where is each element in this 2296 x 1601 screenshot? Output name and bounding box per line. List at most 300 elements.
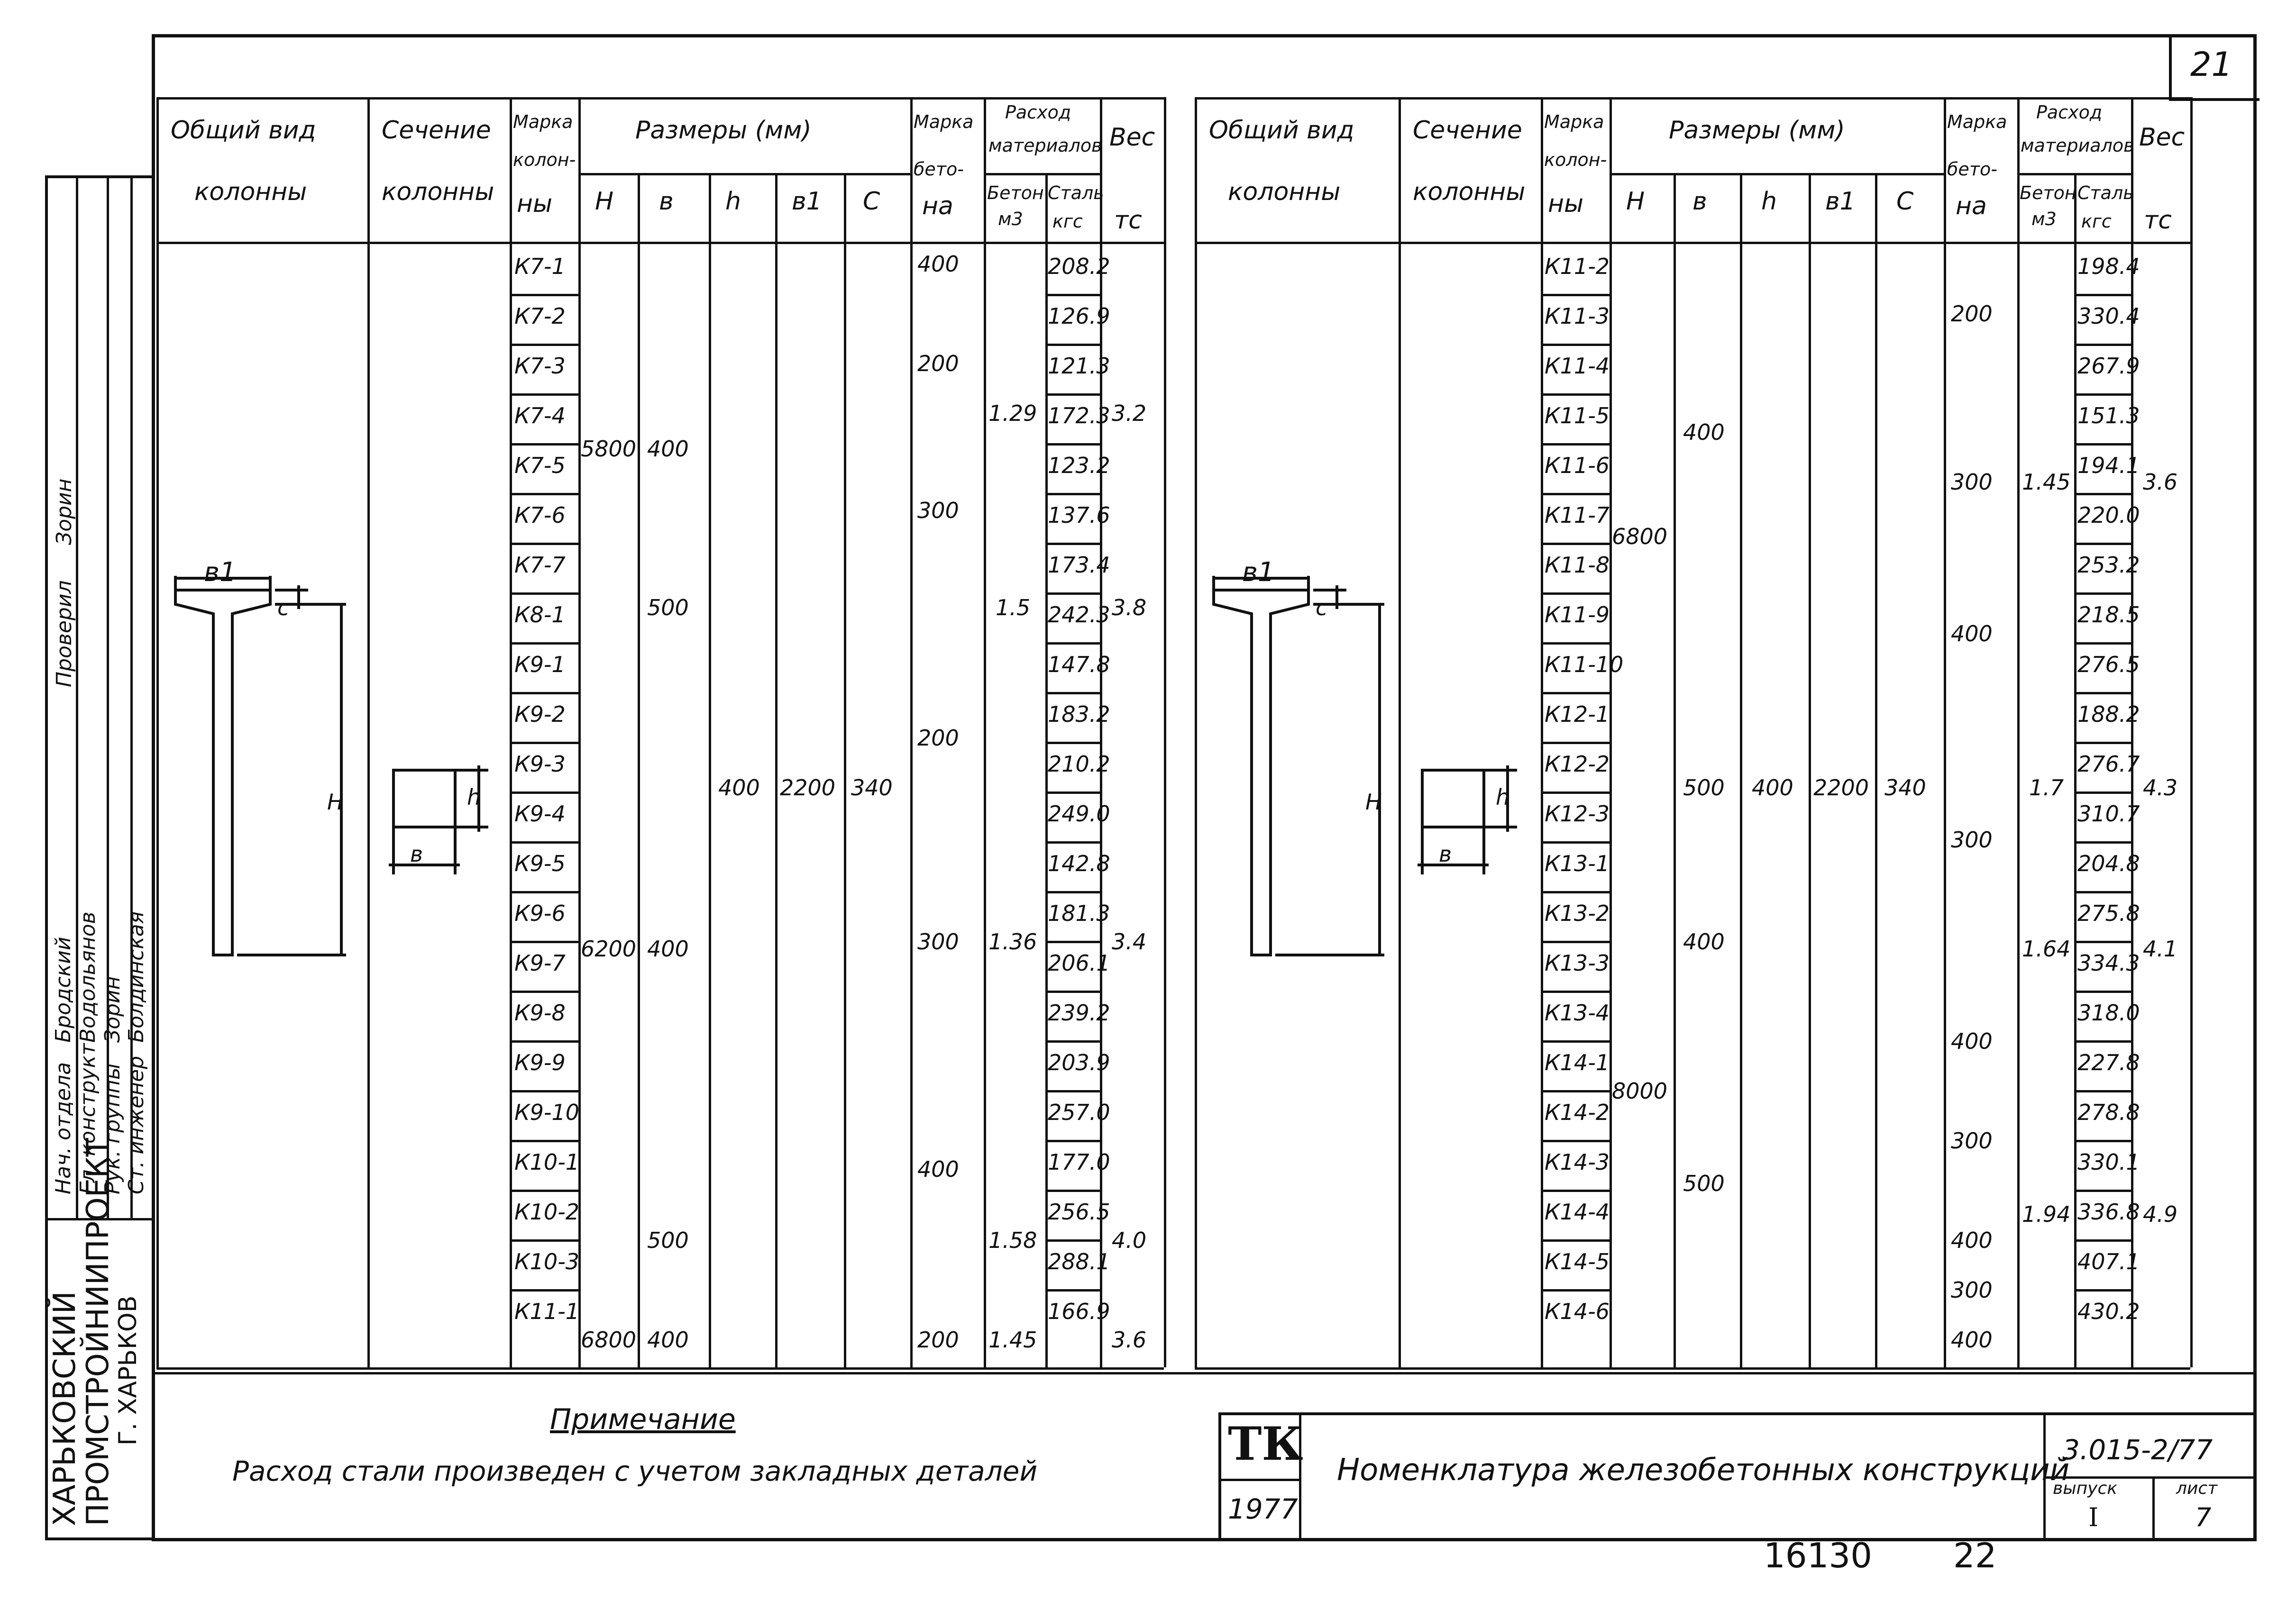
hdr-dim-b: в [659,187,674,216]
left-b-5: 400 [647,1327,689,1353]
drawing-label-b1-r: в1 [1242,557,1275,588]
left-mark-cell: К10-2 [514,1199,580,1225]
hdr-concrete-unit: м3 [998,209,1023,229]
right-steel-cell: 310.7 [2077,801,2140,827]
drawing-label-c: с [277,595,290,620]
left-b-1: 400 [647,436,689,462]
row-line [2074,742,2131,744]
left-steel-cell: 177.0 [1048,1149,1110,1175]
hdr-concrete-r: Бетон [2020,182,2076,203]
right-mark-cell: К13-1 [1545,851,1610,876]
right-weight-1: 3.6 [2143,469,2178,495]
right-concrete-3: 1.64 [2022,936,2071,962]
hdr-section-r: Сечение [1413,116,1522,145]
left-mark-cell: К9-6 [514,901,566,926]
row-line [1541,393,1610,396]
right-H-2: 8000 [1612,1078,1668,1104]
left-mark-cell: К10-1 [514,1149,580,1175]
right-steel-cell: 204.8 [2077,851,2140,876]
row-line [2074,592,2131,595]
right-mark-cell: К14-6 [1545,1299,1610,1324]
right-mark-cell: К11-10 [1545,652,1624,677]
row-line [510,493,578,495]
right-steel-cell: 407.1 [2077,1249,2140,1274]
hdr-steel-r: Сталь [2077,182,2134,203]
hdr-dim-h: h [725,187,741,216]
left-mark-cell: К9-8 [514,1000,566,1026]
hdr-materials-r: Расход [2036,102,2103,123]
column-section-drawing [379,761,503,898]
row-line [510,294,578,296]
row-line [1541,1239,1610,1242]
right-weight-2: 4.3 [2143,775,2178,800]
right-mark-cell: К12-2 [1545,751,1610,777]
left-weight-3: 3.4 [1112,929,1147,955]
row-line [1045,493,1100,495]
hdr-general-view: Общий вид [171,116,316,145]
row-line [1045,991,1100,993]
right-mark-cell: К14-2 [1545,1100,1610,1125]
hdr-steel-unit-r: кгс [2081,211,2112,232]
hdr-weight-r: Вес [2139,123,2185,152]
right-steel-cell: 275.8 [2077,901,2140,926]
row-line [2074,1140,2131,1142]
row-line [2074,791,2131,794]
row-line [1541,941,1610,943]
hdr-concrete: Бетон [987,182,1044,203]
left-steel-cell: 256.5 [1048,1199,1110,1225]
left-mark-cell: К9-2 [514,701,566,727]
org-name-2: ПРОМСТРОЙНИИПРОЕКТ [81,1138,116,1526]
right-b-4: 500 [1683,1171,1725,1196]
side-label-checked: Проверил [52,580,76,687]
row-line [2074,941,2131,943]
right-weight-4: 4.9 [2143,1201,2178,1227]
left-c: 340 [851,775,893,800]
hdr-section-2: колонны [382,178,494,206]
right-steel-cell: 334.3 [2077,950,2140,976]
right-steel-cell: 336.8 [2077,1199,2140,1225]
row-line [2074,692,2131,694]
left-grade-7: 200 [917,1327,959,1353]
right-concrete-1: 1.45 [2022,469,2071,495]
hdr-grade-r: Марка [1947,111,2007,132]
row-line [1541,543,1610,545]
stamp-code: 3.015-2/77 [2062,1434,2213,1466]
left-weight-4: 4.0 [1112,1228,1147,1253]
right-mark-cell: К11-5 [1545,403,1610,428]
left-mark-cell: К9-10 [514,1100,580,1125]
hdr-mark: Марка [513,111,573,132]
left-mark-cell: К9-4 [514,801,566,827]
note-title: Примечание [550,1403,736,1436]
hdr-section-r2: колонны [1413,178,1526,206]
drawing-label-c-r: с [1316,595,1328,620]
right-b-2: 500 [1683,775,1725,800]
row-line [1541,1090,1610,1092]
left-weight-2: 3.8 [1112,595,1147,620]
left-concrete-5: 1.45 [988,1327,1037,1353]
row-line [1541,791,1610,794]
left-table [156,97,1199,1377]
left-steel-cell: 249.0 [1048,801,1110,827]
signature-role-3: Рук. группы [101,1063,125,1194]
right-concrete-4: 1.94 [2022,1201,2071,1227]
drawing-label-h: h [467,784,481,810]
right-steel-cell: 276.7 [2077,751,2140,777]
right-steel-cell: 253.2 [2077,552,2140,578]
hdr-general-view-r: Общий вид [1209,116,1354,145]
row-line [510,642,578,645]
right-grade-2: 300 [1951,469,1993,495]
stamp-divider [2152,1476,2155,1541]
drawing-label-b1: в1 [204,557,237,588]
row-line [510,1289,578,1292]
left-steel-cell: 257.0 [1048,1100,1110,1125]
drawing-label-H-r: H [1365,789,1382,815]
right-b-3: 400 [1683,929,1725,955]
left-steel-cell: 172.3 [1048,403,1110,428]
right-grade-7: 400 [1951,1228,1993,1253]
right-c: 340 [1884,775,1926,800]
left-weight-1: 3.2 [1112,400,1147,426]
left-mark-cell: К7-1 [514,254,566,279]
right-mark-cell: К13-2 [1545,901,1610,926]
hdr-dim-h-r: h [1761,187,1777,216]
left-steel-cell: 121.3 [1048,353,1110,379]
right-steel-cell: 227.8 [2077,1050,2140,1075]
right-grade-9: 400 [1951,1327,1993,1353]
org-name-1: ХАРЬКОВСКИЙ [47,1291,82,1526]
left-steel-cell: 206.1 [1048,950,1110,976]
row-line [1541,1190,1610,1192]
row-line [1541,1289,1610,1292]
hdr-grade-2: бето- [914,159,964,180]
right-b1: 2200 [1813,775,1869,800]
hdr-steel-unit: кгс [1052,211,1083,232]
hdr-dim-b1-r: в1 [1825,187,1856,216]
hdr-steel: Сталь [1048,182,1104,203]
left-steel-cell: 183.2 [1048,701,1110,727]
left-steel-cell: 203.9 [1048,1050,1110,1075]
row-line [1045,592,1100,595]
row-line [510,742,578,744]
note-text: Расход стали произведен с учетом закладных деталей [232,1455,1038,1487]
row-line [1045,1190,1100,1192]
hdr-mark-r: Марка [1544,111,1604,132]
column-elevation-drawing [166,552,365,979]
right-mark-cell: К11-8 [1545,552,1610,578]
right-mark-cell: К11-9 [1545,602,1610,628]
row-line [1045,841,1100,844]
right-steel-cell: 220.0 [2077,502,2140,528]
left-steel-cell: 210.2 [1048,751,1110,777]
signature-role-4: Ст. инженер [124,1055,148,1194]
left-steel-cell: 173.4 [1048,552,1110,578]
row-line [1541,493,1610,495]
hdr-mark-r2: колон- [1544,149,1607,170]
left-mark-cell: К11-1 [514,1299,580,1324]
left-mark-cell: К7-2 [514,303,566,329]
row-line [2074,1090,2131,1092]
row-line [1045,294,1100,296]
left-grade-1: 400 [917,251,959,277]
row-line [510,344,578,346]
right-steel-cell: 267.9 [2077,353,2140,379]
hdr-dimensions: Размеры (мм) [635,116,812,145]
stamp-year: 1977 [1228,1493,1298,1525]
right-mark-cell: К11-2 [1545,254,1610,279]
hdr-materials-2: материалов [988,135,1102,156]
row-line [2074,393,2131,396]
row-line [2074,1289,2131,1292]
hdr-dim-b-r: в [1692,187,1707,216]
left-steel-cell: 239.2 [1048,1000,1110,1026]
left-steel-cell: 288.1 [1048,1249,1110,1274]
row-line [1541,991,1610,993]
row-line [1045,1090,1100,1092]
row-line [510,941,578,943]
left-mark-cell: К7-7 [514,552,566,578]
row-line [510,791,578,794]
drawing-label-b: в [410,841,423,867]
row-line [1045,443,1100,446]
hdr-general-view-r2: колонны [1228,178,1341,206]
row-line [2074,443,2131,446]
right-steel-cell: 318.0 [2077,1000,2140,1026]
left-steel-cell: 208.2 [1048,254,1110,279]
row-line [510,1140,578,1142]
row-line [2074,841,2131,844]
left-grade-5: 300 [917,929,959,955]
stamp-sheet-label: лист [2176,1479,2218,1498]
right-steel-cell: 188.2 [2077,701,2140,727]
bottom-number-1: 16130 [1764,1536,1873,1575]
sig-col-line [107,175,109,1218]
row-line [1045,941,1100,943]
row-line [510,592,578,595]
right-mark-cell: К14-1 [1545,1050,1610,1075]
right-mark-cell: К11-4 [1545,353,1610,379]
drawing-label-H: H [327,789,344,815]
row-line [2074,493,2131,495]
left-mark-cell: К9-1 [514,652,566,677]
right-steel-cell: 151.3 [2077,403,2140,428]
row-line [1045,1289,1100,1292]
right-mark-cell: К11-3 [1545,303,1610,329]
left-steel-cell: 123.2 [1048,453,1110,478]
row-line [1045,1239,1100,1242]
drawing-label-h-r: h [1496,784,1510,810]
right-steel-cell: 278.8 [2077,1100,2140,1125]
row-line [510,1190,578,1192]
left-steel-cell: 166.9 [1048,1299,1110,1324]
right-steel-cell: 194.1 [2077,453,2140,478]
right-steel-cell: 330.1 [2077,1149,2140,1175]
row-line [1541,891,1610,893]
right-weight-3: 4.1 [2143,936,2178,962]
hdr-materials: Расход [1005,102,1071,123]
hdr-weight-unit-r: тс [2144,206,2172,235]
stamp-top-line [152,1372,2257,1374]
right-mark-cell: К12-3 [1545,801,1610,827]
right-grade-5: 400 [1951,1028,1993,1054]
row-line [1541,592,1610,595]
row-line [1045,543,1100,545]
hdr-dim-H: H [595,187,614,216]
right-mark-cell: К14-4 [1545,1199,1610,1225]
left-grade-2: 200 [917,351,959,376]
org-name-3: Г. ХАРЬКОВ [114,1295,142,1446]
left-steel-cell: 137.6 [1048,502,1110,528]
hdr-grade-r2: бето- [1947,159,1997,180]
row-line [1541,642,1610,645]
hdr-grade-3: на [922,192,953,220]
left-concrete-3: 1.36 [988,929,1037,955]
hdr-dim-H-r: H [1626,187,1645,216]
row-line [1541,841,1610,844]
signature-name-4: Болдинская [124,911,148,1043]
signature-name-1: Бродский [51,937,75,1043]
row-line [2074,543,2131,545]
row-line [510,543,578,545]
left-steel-cell: 142.8 [1048,851,1110,876]
left-mark-cell: К8-1 [514,602,566,628]
hdr-mark-2: колон- [513,149,576,170]
row-line [1045,393,1100,396]
hdr-mark-r3: ны [1548,190,1584,218]
right-grade-6: 300 [1951,1128,1993,1154]
left-b-2: 500 [647,595,689,620]
signature-role-2: Гл. конструкт [76,1043,100,1194]
right-h: 400 [1752,775,1793,800]
right-steel-cell: 430.2 [2077,1299,2140,1324]
left-grade-3: 300 [917,498,959,523]
row-line [1045,692,1100,694]
left-h: 400 [718,775,760,800]
row-line [510,443,578,446]
right-grade-1: 200 [1951,301,1993,327]
hdr-grade: Марка [914,111,974,132]
stamp-logo: ТК [1228,1417,1303,1471]
row-line [510,692,578,694]
row-line [2074,1239,2131,1242]
row-line [510,1090,578,1092]
row-line [510,991,578,993]
right-mark-cell: К13-3 [1545,950,1610,976]
column-elevation-drawing-r [1204,552,1403,979]
right-H-1: 6800 [1612,524,1668,549]
left-b-4: 500 [647,1228,689,1253]
hdr-dim-c: С [863,187,880,216]
row-line [2074,294,2131,296]
left-H-2: 6200 [581,936,637,962]
hdr-dim-b1: в1 [792,187,822,216]
left-concrete-4: 1.58 [988,1228,1037,1253]
hdr-section: Сечение [382,116,491,145]
right-steel-cell: 276.5 [2077,652,2140,677]
right-concrete-2: 1.7 [2029,775,2064,800]
hdr-weight-unit: тс [1114,206,1142,235]
left-concrete-1: 1.29 [988,400,1037,426]
row-line [1541,692,1610,694]
row-line [2074,1190,2131,1192]
stamp-sheet: 7 [2195,1502,2212,1532]
row-line [2074,891,2131,893]
left-b-3: 400 [647,936,689,962]
hdr-concrete-unit-r: м3 [2031,209,2057,229]
row-line [1045,791,1100,794]
row-line [1541,1140,1610,1142]
hdr-materials-r2: материалов [2021,135,2134,156]
right-mark-cell: К13-4 [1545,1000,1610,1026]
left-weight-5: 3.6 [1112,1327,1147,1353]
left-mark-cell: К7-4 [514,403,566,428]
row-line [1541,1040,1610,1043]
left-mark-cell: К10-3 [514,1249,580,1274]
row-line [1045,1140,1100,1142]
right-grade-4: 300 [1951,827,1993,853]
row-line [2074,991,2131,993]
stamp-issue-label: выпуск [2053,1479,2118,1498]
signature-name-2: Водольянов [76,911,100,1043]
row-line [510,393,578,396]
signature-name-3: Зорин [101,976,125,1043]
right-grade-3: 400 [1951,621,1993,646]
hdr-grade-r3: на [1956,192,1987,220]
hdr-general-view-2: колонны [194,178,307,206]
right-mark-cell: К12-1 [1545,701,1610,727]
left-mark-cell: К7-6 [514,502,566,528]
right-b-1: 400 [1683,419,1725,445]
hdr-weight: Вес [1109,123,1155,152]
left-grade-4: 200 [917,725,959,751]
left-mark-cell: К9-9 [514,1050,566,1075]
hdr-dim-c-r: С [1896,187,1914,216]
right-mark-cell: К11-6 [1545,453,1610,478]
row-line [2074,1040,2131,1043]
left-mark-cell: К9-3 [514,751,566,777]
left-concrete-2: 1.5 [996,595,1031,620]
right-mark-cell: К14-5 [1545,1249,1610,1274]
left-steel-cell: 126.9 [1048,303,1110,329]
row-line [1541,742,1610,744]
stamp-title: Номенклатура железобетонных конструкций [1337,1453,2070,1488]
right-mark-cell: К11-7 [1545,502,1610,528]
right-mark-cell: К14-3 [1545,1149,1610,1175]
row-line [2074,642,2131,645]
signature-role-1: Нач. отдела [51,1062,75,1194]
left-steel-cell: 242.3 [1048,602,1110,628]
row-line [1541,443,1610,446]
row-line [1045,642,1100,645]
side-label-name: Зорин [52,478,76,545]
row-line [1045,1040,1100,1043]
row-line [1045,344,1100,346]
drawing-label-b-r: в [1439,841,1452,867]
hdr-dimensions-r: Размеры (мм) [1669,116,1845,145]
stamp-issue: I [2088,1502,2099,1532]
right-table [1195,97,2238,1377]
left-steel-cell: 147.8 [1048,652,1110,677]
stamp-logo-line [1218,1479,1299,1481]
right-steel-cell: 218.5 [2077,602,2140,628]
row-line [510,1239,578,1242]
row-line [510,891,578,893]
right-steel-cell: 330.4 [2077,303,2140,329]
row-line [1045,891,1100,893]
left-H-3: 6800 [581,1327,637,1353]
